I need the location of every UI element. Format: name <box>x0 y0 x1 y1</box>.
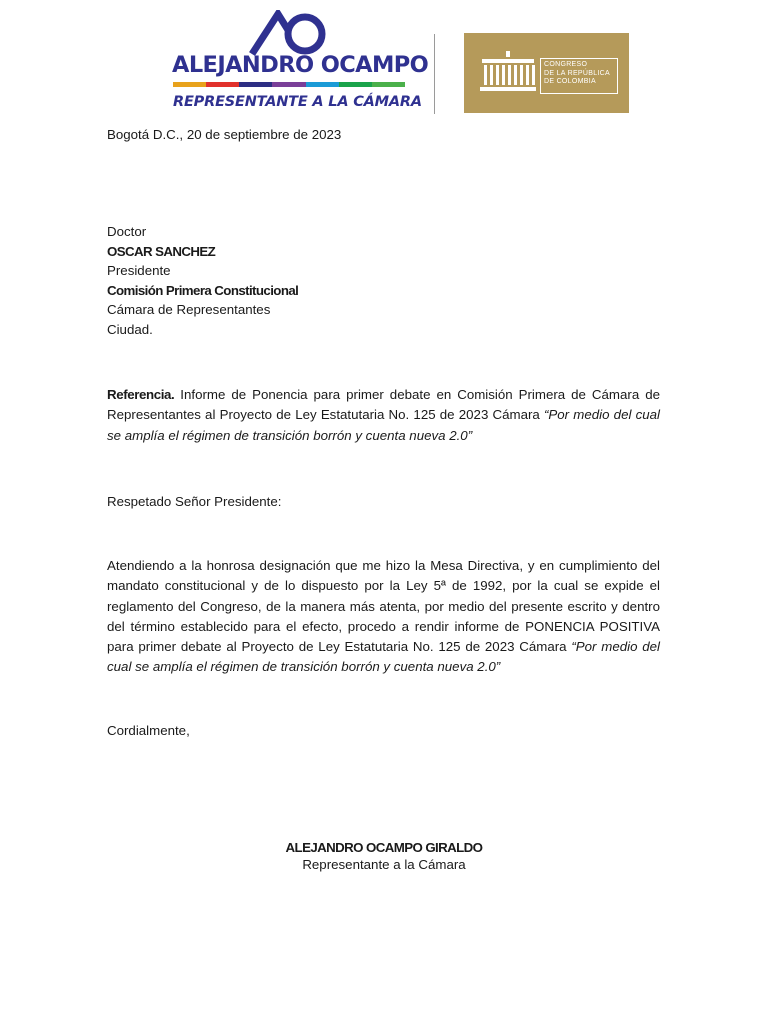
congreso-text <box>544 61 610 87</box>
capitol-building-icon <box>478 47 538 99</box>
reference-text: Informe de Ponencia para primer debate en Comisión Primera de Cámara de Representantes al Proyecto de Ley Estatutaria No. 125 de 2023 Cámara <box>107 387 660 423</box>
reference-label: Referencia. <box>107 387 175 402</box>
stripe-segment <box>339 82 372 87</box>
congreso-line: CONGRESO <box>544 61 588 68</box>
recipient-city: Ciudad. <box>107 322 153 337</box>
logo-subtitle: REPRESENTANTE A LA CÁMARA <box>173 94 422 110</box>
color-stripe <box>173 82 405 87</box>
reference-quote: “Por medio del cual se amplía el régimen de transición borrón y cuenta nueva 2.0” <box>107 407 660 443</box>
congreso-line: DE COLOMBIA <box>544 78 596 85</box>
body-quote: “Por medio del cual se amplía el régimen de transición borrón y cuenta nueva 2.0” <box>107 639 661 675</box>
stripe-segment <box>173 82 206 87</box>
congreso-line: DE LA REPÚBLICA <box>544 69 610 77</box>
closing: Cordialmente, <box>107 723 190 738</box>
recipient-commission: Comisión Primera Constitucional <box>107 283 299 298</box>
recipient-role: Presidente <box>107 263 171 278</box>
reference-paragraph <box>107 385 660 446</box>
recipient-title: Doctor <box>107 224 147 239</box>
stripe-segment <box>239 82 272 87</box>
ao-logo-icon <box>248 10 330 56</box>
stripe-segment <box>306 82 339 87</box>
signature-role: Representante a la Cámara <box>302 857 466 872</box>
signature-name: ALEJANDRO OCAMPO GIRALDO <box>285 840 483 855</box>
stripe-segment <box>372 82 405 87</box>
body-paragraph <box>107 556 660 678</box>
stripe-segment <box>272 82 305 87</box>
body-text: Atendiendo a la honrosa designación que me hizo la Mesa Directiva, y en cumplimiento del mandato constitucional y de lo dispuesto por la Ley 5ª de 1992, por la cual se expide el reglamento del Congreso, de la manera más atenta, por medio del presente escrito y dentro del término establecido para el efecto, procedo a rendir informe de PONENCIA POSITIVA para primer debate al Proyecto de Ley Estatutaria No. 125 de 2023 Cámara <box>107 558 660 655</box>
congreso-logo <box>464 33 629 113</box>
recipient-name: OSCAR SANCHEZ <box>107 244 216 259</box>
letterhead <box>0 0 768 120</box>
stripe-segment <box>206 82 239 87</box>
salutation: Respetado Señor Presidente: <box>107 494 282 509</box>
place-date: Bogotá D.C., 20 de septiembre de 2023 <box>107 127 342 142</box>
logo-name: ALEJANDRO OCAMPO <box>172 52 429 78</box>
recipient-chamber: Cámara de Representantes <box>107 302 271 317</box>
header-divider <box>434 34 435 114</box>
